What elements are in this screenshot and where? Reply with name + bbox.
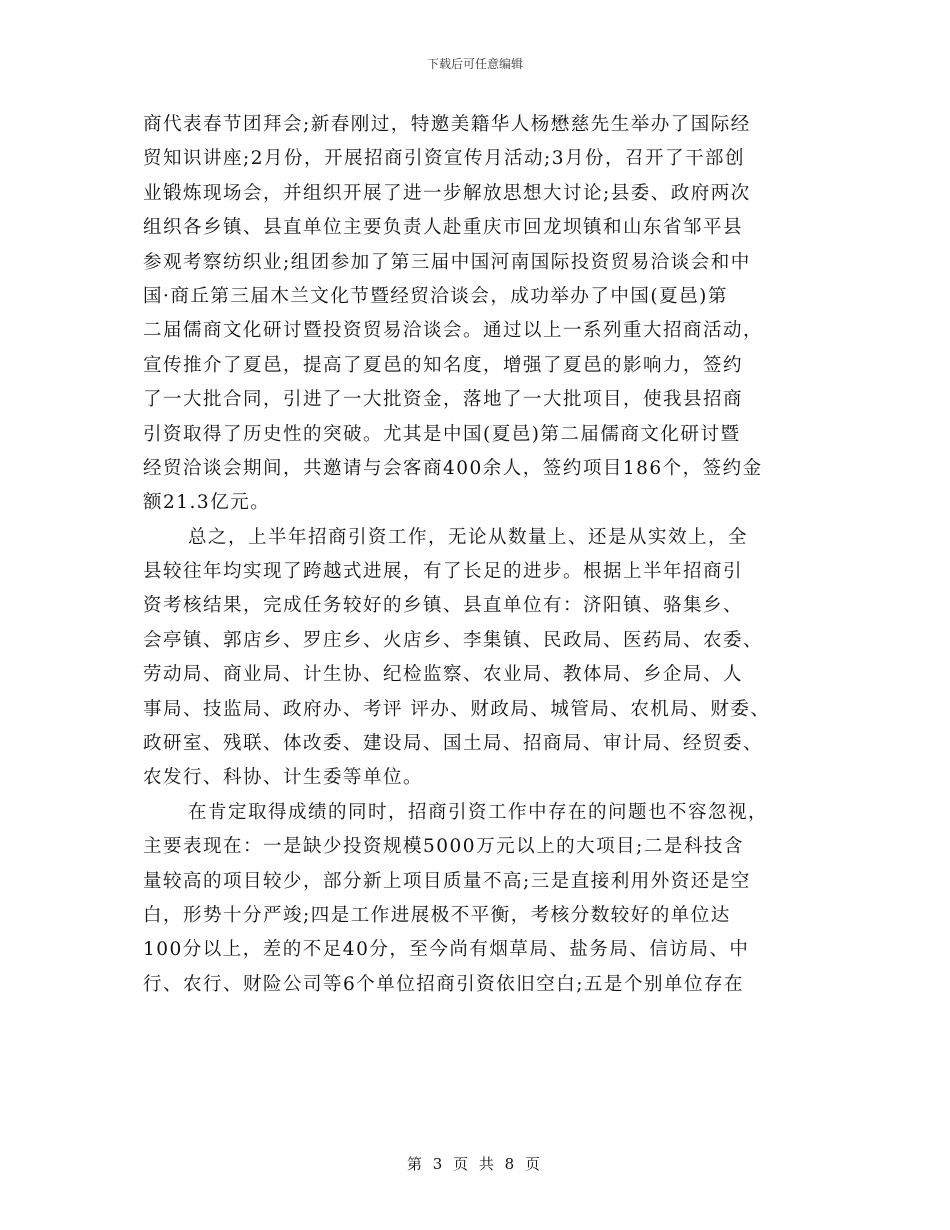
- text-line: 政研室、残联、体改委、建设局、国土局、招商局、审计局、经贸委、: [143, 733, 764, 755]
- text-line: 商代表春节团拜会;新春刚过，特邀美籍华人杨懋慈先生举办了国际经: [143, 114, 751, 135]
- text-line: 县较往年均实现了跨越式进展，有了长足的进步。根据上半年招商引: [143, 561, 744, 583]
- page-header: 下载后可任意编辑: [426, 57, 523, 71]
- text-line: 宣传推介了夏邑，提高了夏邑的知名度，增强了夏邑的影响力，签约: [143, 354, 744, 376]
- text-line: 资考核结果，完成任务较好的乡镇、县直单位有：济阳镇、骆集乡、: [143, 595, 744, 617]
- document-body: [143, 108, 823, 1002]
- text-line: 贸知识讲座;2月份，开展招商引资宣传月活动;3月份，召开了干部创: [143, 148, 746, 170]
- text-line: 量较高的项目较少，部分新上项目质量不高;三是直接利用外资还是空: [143, 870, 751, 892]
- text-line: 额21.3亿元。: [143, 492, 271, 514]
- text-line: 了一大批合同，引进了一大批资金，落地了一大批项目，使我县招商: [143, 389, 744, 411]
- text-line: 引资取得了历史性的突破。尤其是中国(夏邑)第二届儒商文化研讨暨: [143, 423, 741, 445]
- text-line: 劳动局、商业局、计生协、纪检监察、农业局、教体局、乡企局、人: [143, 664, 744, 686]
- text-line: 行、农行、财险公司等6个单位招商引资依旧空白;五是个别单位存在: [143, 973, 745, 995]
- text-line: 白，形势十分严竣;四是工作进展极不平衡，考核分数较好的单位达: [143, 904, 731, 926]
- text-line: 农发行、科协、计生委等单位。: [143, 767, 424, 789]
- text-line: 事局、技监局、政府办、考评 评办、财政局、城管局、农机局、财委、: [143, 698, 771, 720]
- text-line: 组织各乡镇、县直单位主要负责人赴重庆市回龙坝镇和山东省邹平县: [143, 217, 744, 239]
- text-line: 总之，上半年招商引资工作，无论从数量上、还是从实效上，全: [188, 526, 749, 548]
- text-line: 经贸洽谈会期间，共邀请与会客商400余人，签约项目186个，签约金: [143, 457, 763, 479]
- text-line: 会亭镇、郭店乡、罗庄乡、火店乡、李集镇、民政局、医药局、农委、: [143, 629, 764, 651]
- text-line: 在肯定取得成绩的同时，招商引资工作中存在的问题也不容忽视，: [188, 801, 769, 823]
- text-line: 业锻炼现场会，并组织开展了进一步解放思想大讨论;县委、政府两次: [143, 182, 751, 204]
- text-line: 二届儒商文化研讨暨投资贸易洽谈会。通过以上一系列重大招商活动，: [143, 320, 764, 342]
- text-line: 主要表现在：一是缺少投资规模5000万元以上的大项目;二是科技含: [143, 836, 744, 858]
- page-footer: 第 3 页 共 8 页: [407, 1155, 543, 1173]
- text-line: 参观考察纺织业;组团参加了第三届中国河南国际投资贸易洽谈会和中: [143, 251, 751, 273]
- text-line: 国·商丘第三届木兰文化节暨经贸洽谈会，成功举办了中国(夏邑)第: [143, 285, 728, 307]
- text-line: 100分以上，差的不足40分，至今尚有烟草局、盐务局、信访局、中: [143, 939, 750, 961]
